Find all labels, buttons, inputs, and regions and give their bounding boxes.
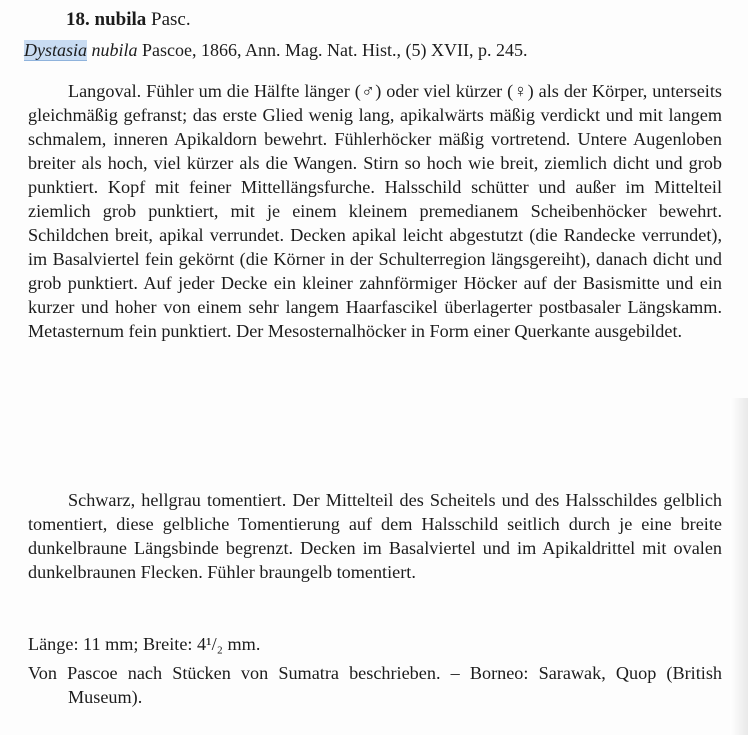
species-author: Pasc. <box>151 9 191 30</box>
species-name: nubila <box>94 9 147 30</box>
size-line: Länge: 11 mm; Breite: 4¹/₂ mm. <box>28 634 261 654</box>
page-edge-shadow <box>730 398 748 735</box>
species-number: 18. <box>66 9 90 30</box>
highlighted-genus[interactable]: Dystasia <box>24 40 87 60</box>
citation-species: nubila <box>91 40 138 60</box>
species-heading <box>66 8 191 32</box>
citation-reference: Pascoe, 1866, Ann. Mag. Nat. Hist., (5) XVII, p. 245. <box>142 40 528 60</box>
description-paragraph: Langoval. Fühler um die Hälfte länger (♂) oder viel kürzer (♀) als der Körper, unterseits gleichmäßig gefranst; das erste Glied wenig lang, apikalwärts mäßig verdickt und mit langem schmalem, inneren Apikaldorn bewehrt. Fühlerhöcker mäßig vortretend. Untere Augenloben breiter als hoch, viel kürzer als die Wangen. Stirn so hoch wie breit, ziemlich dicht und grob punktiert. Kopf mit feiner Mittellängsfurche. Halsschild schütter und außer im Mittelteil ziemlich grob punktiert, mit je einem kleinem premedianem Scheibenhöcker bewehrt. Schildchen breit, apikal verrundet. Decken apikal leicht abgestutzt (die Randecke verrundet), im Basalviertel fein gekörnt (die Körner in der Schulterregion längsgereiht), danach dicht und grob punktiert. Auf jeder Decke ein kleiner zahnförmiger Höcker auf der Basismitte und ein kurzer und hoher von einem sehr langem Haarfascikel überlagerter postbasaler Längskamm. Metasternum fein punktiert. Der Mesosternalhöcker in Form einer Querkante ausgebildet. <box>28 81 722 342</box>
coloration-paragraph: Schwarz, hellgrau tomentiert. Der Mittelteil des Scheitels und des Halsschildes gelblich tomentiert, diese gelbliche Tomentierung auf dem Halsschild seitlich durch je eine breite dunkelbraune Längsbinde begrenzt. Decken im Basalviertel und im Apikaldrittel mit ovalen dunkelbraunen Flecken. Fühler braungelb tomentiert. <box>28 490 722 583</box>
citation-line <box>24 38 527 62</box>
distribution-line: Von Pascoe nach Stücken von Sumatra beschrieben. – Borneo: Sarawak, Quop (British Museum). <box>28 663 722 707</box>
